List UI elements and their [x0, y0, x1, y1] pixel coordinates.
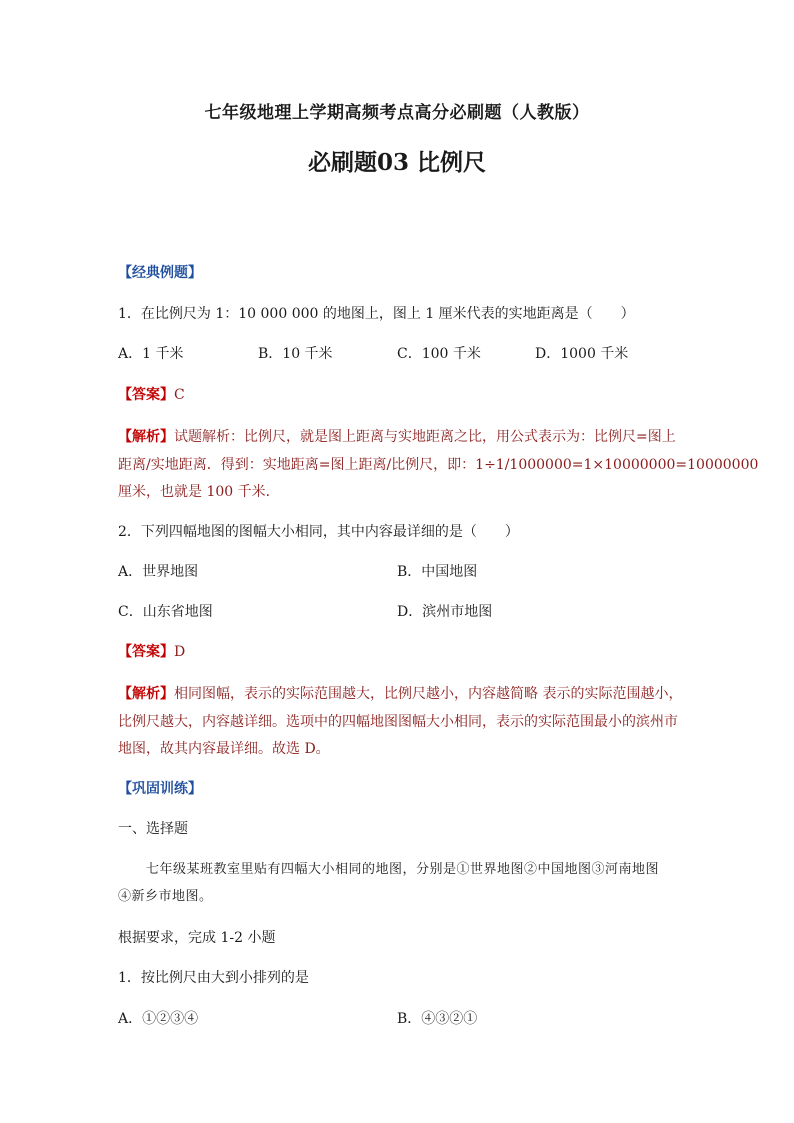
question-2-option-c: C．山东省地图	[118, 604, 213, 620]
question-1-analysis-line-2: 距离/实地距离．得到：实地距离=图上距离/比例尺，即：1÷1/1000000=1×10000000=10000000	[118, 457, 759, 473]
question-2-stem: 2．下列四幅地图的图幅大小相同，其中内容最详细的是（ ）	[118, 524, 519, 540]
question-1-answer	[118, 384, 185, 404]
question-1-option-b: B．10 千米	[258, 346, 333, 362]
answer-value: D	[174, 644, 186, 660]
page-subtitle: 七年级地理上学期高频考点高分必刷题（人教版）	[204, 103, 590, 123]
question-2-analysis-line-1	[118, 683, 682, 703]
question-1-option-a: A．1 千米	[118, 346, 184, 362]
part-heading-multiple-choice: 一、选择题	[118, 821, 188, 837]
section-heading-classic-examples: 【经典例题】	[118, 265, 202, 281]
analysis-tag: 【解析】	[118, 686, 174, 702]
instruction-text: 根据要求，完成 1-2 小题	[118, 930, 276, 946]
question-3-option-a: A．①②③④	[118, 1011, 199, 1027]
analysis-text: 试题解析：比例尺，就是图上距离与实地距离之比，用公式表示为：比例尺=图上	[174, 429, 676, 445]
question-2-option-b: B．中国地图	[397, 564, 478, 580]
question-1-option-d: D．1000 千米	[535, 346, 629, 362]
analysis-text: 相同图幅，表示的实际范围越大，比例尺越小，内容越简略 表示的实际范围越小，	[174, 686, 683, 702]
question-2-analysis-line-3: 地图，故其内容最详细。故选 D。	[118, 741, 330, 757]
answer-value: C	[174, 387, 185, 403]
section-heading-consolidation: 【巩固训练】	[118, 781, 202, 797]
passage-line-2: ④新乡市地图。	[118, 889, 213, 904]
question-3-stem: 1．按比例尺由大到小排列的是	[118, 970, 309, 986]
question-1-analysis-line-1	[118, 426, 676, 446]
question-3-option-b: B．④③②①	[397, 1011, 478, 1027]
question-1-stem: 1．在比例尺为 1：10 000 000 的地图上，图上 1 厘米代表的实地距离是（ ）	[118, 306, 635, 322]
question-2-option-d: D．滨州市地图	[397, 604, 493, 620]
question-2-option-a: A．世界地图	[118, 564, 199, 580]
page-title: 必刷题03 比例尺	[307, 149, 486, 176]
question-1-analysis-line-3: 厘米，也就是 100 千米．	[118, 484, 280, 500]
question-1-option-c: C．100 千米	[397, 346, 481, 362]
passage-line-1: 七年级某班教室里贴有四幅大小相同的地图，分别是①世界地图②中国地图③河南地图	[146, 862, 660, 877]
analysis-tag: 【解析】	[118, 429, 174, 445]
answer-tag: 【答案】	[118, 644, 174, 660]
answer-tag: 【答案】	[118, 387, 174, 403]
question-2-analysis-line-2: 比例尺越大，内容越详细。选项中的四幅地图图幅大小相同，表示的实际范围最小的滨州市	[118, 714, 678, 730]
question-2-answer	[118, 641, 185, 661]
